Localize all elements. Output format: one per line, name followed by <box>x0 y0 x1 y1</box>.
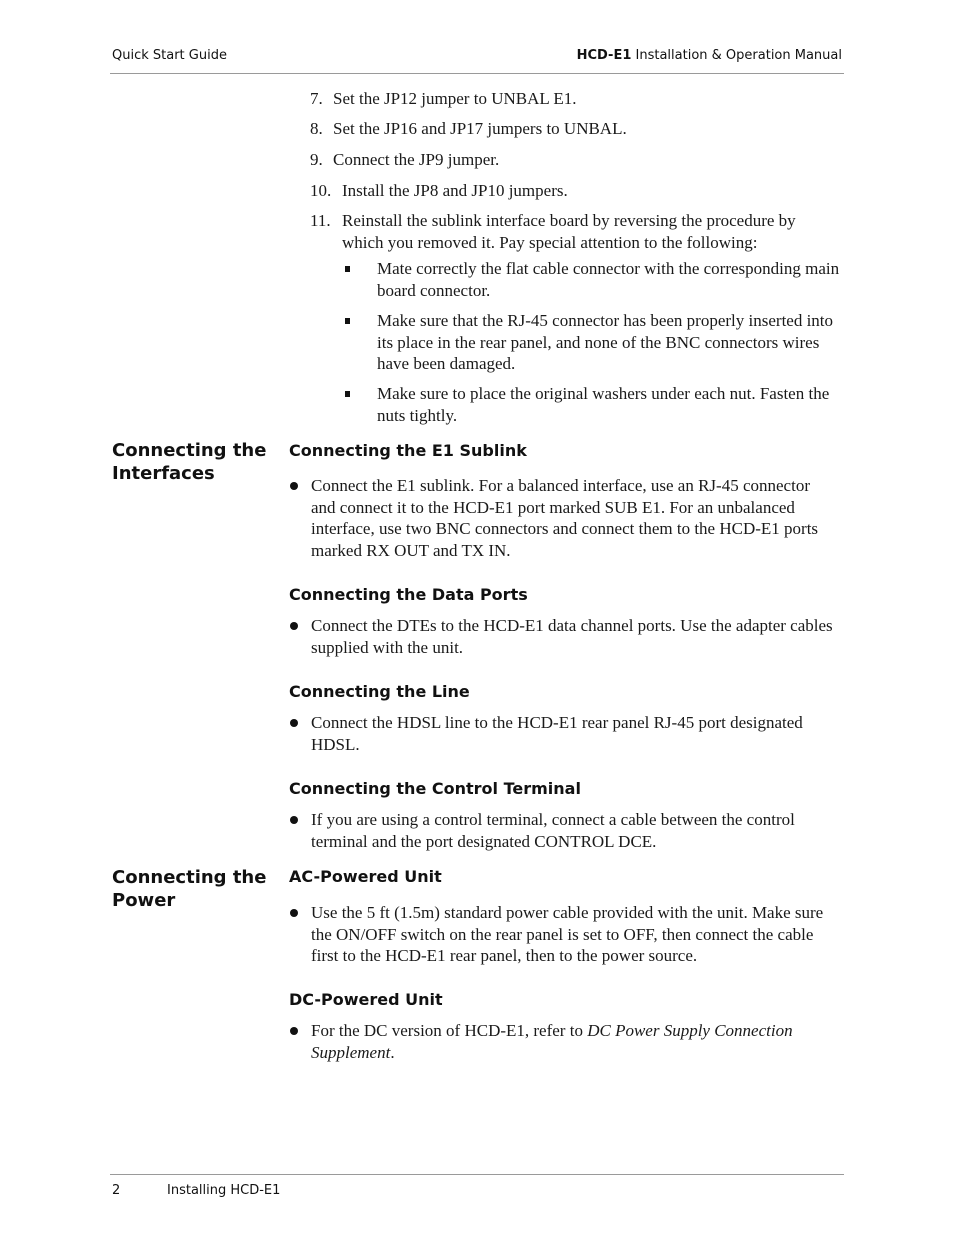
subheading-control-terminal: Connecting the Control Terminal <box>289 779 581 798</box>
document-reference: DC Power Supply Connection Supplement <box>311 1021 793 1062</box>
step-10 <box>310 180 850 202</box>
bullet-item-control-terminal <box>289 809 834 852</box>
running-header-right <box>577 48 842 63</box>
sub-bullet-text: Mate correctly the flat cable connector with the corresponding main board connector. <box>377 259 840 300</box>
subheading-e1-sublink: Connecting the E1 Sublink <box>289 441 527 460</box>
bullet-item-line <box>289 712 834 755</box>
sub-bullet-item <box>345 310 845 375</box>
section-title-power: Connecting the Power <box>112 867 267 911</box>
bullet-text: Connect the DTEs to the HCD-E1 data channel ports. Use the adapter cables supplied with the unit. <box>311 616 833 657</box>
bullet-item-ac-powered <box>289 902 834 967</box>
header-rule <box>110 73 844 74</box>
square-bullet-icon <box>345 266 350 272</box>
step-7 <box>310 88 850 110</box>
bullet-item-dc-powered <box>289 1020 834 1063</box>
page-number: 2 <box>112 1183 121 1198</box>
step-9 <box>310 149 850 171</box>
step-number: 11. <box>310 211 331 230</box>
step-text: Reinstall the sublink interface board by reversing the procedure by which you removed it. Pay special attention to the following: <box>342 211 796 252</box>
subheading-ac-powered: AC-Powered Unit <box>289 867 442 886</box>
bullet-text-tail: . <box>390 1042 395 1062</box>
step-number: 9. <box>310 150 323 169</box>
footer-rule <box>110 1174 844 1175</box>
step-8 <box>310 118 850 140</box>
step-text: Set the JP12 jumper to UNBAL E1. <box>333 89 577 108</box>
subheading-dc-powered: DC-Powered Unit <box>289 990 443 1009</box>
header-manual-title: Installation & Operation Manual <box>631 48 842 63</box>
bullet-text <box>311 1020 834 1063</box>
bullet-text: If you are using a control terminal, connect a cable between the control terminal and the port designated CONTROL DCE. <box>311 810 795 851</box>
sub-bullet-item <box>345 383 845 426</box>
subheading-data-ports: Connecting the Data Ports <box>289 585 528 604</box>
round-bullet-icon <box>290 622 298 630</box>
step-number: 10. <box>310 181 332 200</box>
step-text: Set the JP16 and JP17 jumpers to UNBAL. <box>333 119 627 138</box>
bullet-text: Connect the E1 sublink. For a balanced interface, use an RJ-45 connector and connect it to the HCD-E1 port marked SUB E1. For an unbalanced interface, use two BNC connectors and connect them to the HCD-E1 ports marked RX OUT and TX IN. <box>311 476 819 560</box>
footer-chapter-title: Installing HCD-E1 <box>167 1183 281 1198</box>
sub-bullet-text: Make sure that the RJ-45 connector has been properly inserted into its place in the rear panel, and none of the BNC connectors wires have been damaged. <box>377 311 834 373</box>
round-bullet-icon <box>290 719 298 727</box>
square-bullet-icon <box>345 318 350 324</box>
round-bullet-icon <box>290 1027 298 1035</box>
step-number: 8. <box>310 119 323 138</box>
bullet-item-data-ports <box>289 615 834 658</box>
running-header-left: Quick Start Guide <box>112 48 227 63</box>
header-product-name: HCD-E1 <box>576 48 632 63</box>
sub-bullet-text: Make sure to place the original washers under each nut. Fasten the nuts tightly. <box>377 384 830 425</box>
square-bullet-icon <box>345 391 350 397</box>
step-11 <box>310 210 830 253</box>
bullet-text: Use the 5 ft (1.5m) standard power cable provided with the unit. Make sure the ON/OFF switch on the rear panel is set to OFF, then connect the cable first to the HCD-E1 rear panel, then to the power source. <box>311 903 824 965</box>
step-number: 7. <box>310 89 323 108</box>
step-text: Connect the JP9 jumper. <box>333 150 500 169</box>
step-text: Install the JP8 and JP10 jumpers. <box>342 181 568 200</box>
bullet-item-e1-sublink <box>289 475 834 561</box>
round-bullet-icon <box>290 909 298 917</box>
bullet-text: Connect the HDSL line to the HCD-E1 rear panel RJ-45 port designated HDSL. <box>311 713 803 754</box>
round-bullet-icon <box>290 816 298 824</box>
round-bullet-icon <box>290 482 298 490</box>
sub-bullet-item <box>345 258 845 301</box>
section-title-interfaces: Connecting the Interfaces <box>112 440 267 484</box>
subheading-line: Connecting the Line <box>289 682 470 701</box>
bullet-text-lead: For the DC version of HCD-E1, refer to <box>311 1021 588 1040</box>
